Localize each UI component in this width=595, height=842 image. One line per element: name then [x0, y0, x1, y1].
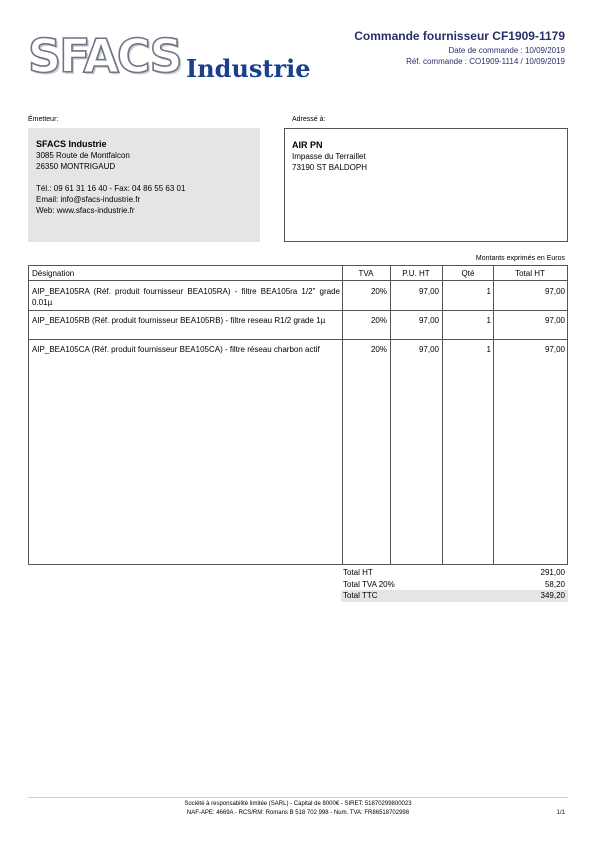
item-quantity: 1 [486, 345, 491, 354]
footer-divider [28, 797, 568, 798]
order-reference: Réf. commande : CO1909-1114 / 10/09/2019 [406, 57, 565, 66]
item-tva: 20% [370, 287, 387, 296]
recipient-box [284, 128, 568, 242]
document-title: Commande fournisseur CF1909-1179 [354, 29, 565, 43]
sender-address-line2: 26350 MONTRIGAUD [36, 162, 116, 171]
sender-phone: Tél.: 09 61 31 16 40 - Fax: 04 86 55 63 01 [36, 184, 186, 193]
company-logo [28, 30, 313, 90]
total-ht-row [341, 567, 568, 579]
total-ht-label: Total HT [343, 568, 373, 577]
item-total: 97,00 [544, 316, 565, 325]
totals-block [341, 567, 568, 602]
total-ht-value: 291,00 [540, 568, 565, 577]
logo-wordmark: SFACS [28, 29, 181, 83]
header-unit-price: P.U. HT [402, 269, 430, 278]
sender-box [28, 128, 260, 242]
item-tva: 20% [370, 316, 387, 325]
item-unit-price: 97,00 [418, 316, 439, 325]
sender-label: Émetteur: [28, 116, 59, 123]
item-total: 97,00 [544, 287, 565, 296]
sender-name: SFACS Industrie [36, 139, 107, 149]
total-tva-row [341, 579, 568, 591]
recipient-address-line1: Impasse du Terraillet [292, 152, 366, 161]
currency-note: Montants exprimés en Euros [475, 255, 565, 262]
item-quantity: 1 [486, 316, 491, 325]
header-tva: TVA [358, 269, 374, 278]
logo-subtitle: Industrie [186, 54, 311, 83]
total-ttc-label: Total TTC [343, 591, 378, 600]
header-designation: Désignation [32, 269, 75, 278]
sender-website: Web: www.sfacs-industrie.fr [36, 206, 135, 215]
sender-address-line1: 3085 Route de Montfalcon [36, 151, 130, 160]
item-tva: 20% [370, 345, 387, 354]
item-description: AIP_BEA105RA (Réf. produit fournisseur BEA105RA) - filtre BEA105ra 1/2" grade 0.01µ [32, 287, 340, 307]
total-ttc-row [341, 590, 568, 602]
recipient-address-line2: 73190 ST BALDOPH [292, 163, 368, 172]
footer-legal-line2: NAF-APE: 4669A - RCS/RM: Romans B 518 702 998 - Num. TVA: FR86518702998 [186, 810, 410, 816]
total-tva-label: Total TVA 20% [343, 579, 395, 589]
item-quantity: 1 [486, 287, 491, 296]
item-description: AIP_BEA105RB (Réf. produit fournisseur BEA105RB) - filtre reseau R1/2 grade 1µ [32, 316, 326, 325]
total-tva-value: 58,20 [544, 579, 565, 589]
recipient-name: AIR PN [292, 140, 323, 150]
header-quantity: Qté [461, 269, 475, 278]
order-date: Date de commande : 10/09/2019 [448, 46, 565, 55]
footer-legal-line1: Société à responsabilité limitée (SARL) - Capital de 8000€ - SIRET: 51870299800023 [184, 801, 412, 807]
total-ttc-value: 349,20 [540, 591, 565, 600]
item-total: 97,00 [544, 345, 565, 354]
page-number: 1/1 [556, 810, 565, 816]
sender-email: Email: info@sfacs-industrie.fr [36, 195, 141, 204]
header-total: Total HT [515, 269, 545, 278]
items-table [28, 265, 568, 565]
item-description: AIP_BEA105CA (Réf. produit fournisseur BEA105CA) - filtre réseau charbon actif [32, 345, 320, 354]
item-unit-price: 97,00 [418, 287, 439, 296]
item-unit-price: 97,00 [418, 345, 439, 354]
recipient-label: Adressé à: [292, 116, 326, 123]
